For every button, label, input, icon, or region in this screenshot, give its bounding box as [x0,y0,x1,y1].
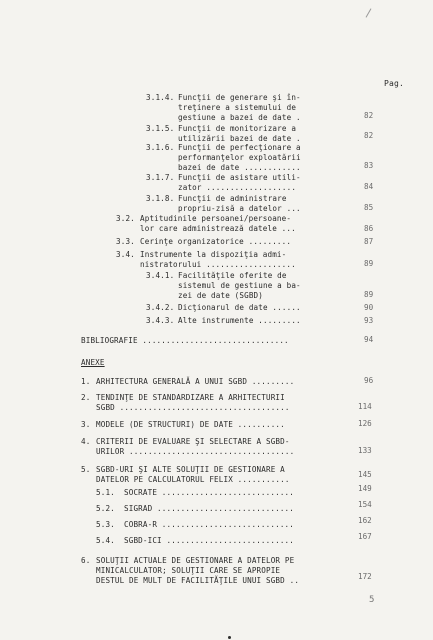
toc-line: Funcţii de asistare utili- [178,173,301,182]
annex-page: 145 [358,470,372,479]
toc-line: Alte instrumente ......... [178,316,301,325]
annex-number: 2. [81,393,91,402]
toc-line: zei de date (SGBD) [178,291,263,300]
toc-number: 3.4. [116,250,135,259]
toc-line: Aptitudinile persoanei/persoane- [140,214,292,223]
toc-page: 89 [364,290,374,299]
annex-line: ARHITECTURA GENERALĂ A UNUI SGBD ......... [96,377,295,386]
annex-line: CRITERII DE EVALUARE ŞI SELECTARE A SGBD- [96,437,290,446]
toc-line: Funcţii de generare şi în- [178,93,301,102]
toc-line: Funcţii de perfecţionare a [178,143,301,152]
toc-page: 89 [364,259,374,268]
toc-line: propriu-zisă a datelor ... [178,204,301,213]
toc-number: 3.3. [116,237,135,246]
annex-number: 6. [81,556,91,565]
annex-page: 167 [358,532,372,541]
toc-page: 82 [364,111,374,120]
footer-mark: 5 [369,595,375,605]
toc-line: Funcţii de administrare [178,194,287,203]
annex-line: SOLUŢII ACTUALE DE GESTIONARE A DATELOR PE [96,556,295,565]
bibliography-line: BIBLIOGRAFIE ............................... [81,336,289,345]
toc-number: 3.2. [116,214,135,223]
annex-page: 172 [358,572,372,581]
annex-line: SOCRATE ............................ [124,488,294,497]
page-column-label: Pag. [384,79,405,88]
toc-line: Cerinţe organizatorice ......... [140,237,292,246]
annex-line: SGBD .................................... [96,403,290,412]
toc-line: Funcţii de monitorizare a [178,124,297,133]
toc-line: treţinere a sistemului de [178,103,297,112]
annex-page: 133 [358,446,372,455]
toc-page: 90 [364,303,374,312]
annex-page: 162 [358,516,372,525]
toc-number: 3.4.1. [146,271,175,280]
toc-line: Instrumente la dispoziţia admi- [140,250,287,259]
toc-line: nistratorului ................... [140,260,296,269]
toc-line: zator ................... [178,183,297,192]
toc-number: 3.4.3. [146,316,175,325]
toc-page: 82 [364,131,374,140]
anexe-heading: ANEXE [81,358,105,367]
scan-mark [366,8,372,17]
toc-number: 3.1.4. [146,93,175,102]
toc-line: sistemul de gestiune a ba- [178,281,301,290]
annex-page: 126 [358,419,372,428]
toc-line: performanţelor exploatării [178,153,301,162]
toc-page: 85 [364,203,374,212]
annex-page: 114 [358,402,372,411]
annex-line: TENDINŢE DE STANDARDIZARE A ARHITECTURII [96,393,285,402]
toc-page: 87 [364,237,374,246]
annex-line: COBRA-R ............................ [124,520,294,529]
annex-line: DATELOR PE CALCULATORUL FELIX ........... [96,475,290,484]
toc-line: utilizării bazei de date . [178,134,301,143]
annex-number: 3. [81,420,91,429]
annex-page: 154 [358,500,372,509]
annex-number: 5. [81,465,91,474]
annex-page: 149 [358,484,372,493]
toc-page: 94 [364,335,374,344]
toc-number: 3.4.2. [146,303,175,312]
toc-page: 83 [364,161,374,170]
annex-line: SGBD-URI ŞI ALTE SOLUŢII DE GESTIONARE A [96,465,285,474]
toc-line: lor care administrează datele ... [140,224,296,233]
toc-number: 3.1.8. [146,194,175,203]
scan-dot [228,636,231,639]
toc-number: 3.1.6. [146,143,175,152]
annex-number: 5.4. [96,536,115,545]
annex-number: 5.3. [96,520,115,529]
annex-line: URILOR ................................... [96,447,295,456]
annex-number: 5.1. [96,488,115,497]
toc-page: 86 [364,224,374,233]
annex-line: SIGRAD ............................. [124,504,294,513]
toc-line: Facilităţile oferite de [178,271,287,280]
annex-line: MODELE (DE STRUCTURI) DE DATE .......... [96,420,285,429]
annex-page: 96 [364,376,374,385]
annex-number: 1. [81,377,91,386]
toc-line: bazei de date ............ [178,163,301,172]
toc-page: 93 [364,316,374,325]
annex-number: 4. [81,437,91,446]
toc-line: gestiune a bazei de date . [178,113,301,122]
toc-line: Dicţionarul de date ...... [178,303,301,312]
toc-number: 3.1.7. [146,173,175,182]
toc-page: 84 [364,182,374,191]
annex-number: 5.2. [96,504,115,513]
toc-number: 3.1.5. [146,124,175,133]
annex-line: SGBD-ICI ........................... [124,536,294,545]
annex-line: MINICALCULATOR; SOLUŢII CARE SE APROPIE [96,566,281,575]
annex-line: DESTUL DE MULT DE FACILITĂŢILE UNUI SGBD .. [96,576,300,585]
